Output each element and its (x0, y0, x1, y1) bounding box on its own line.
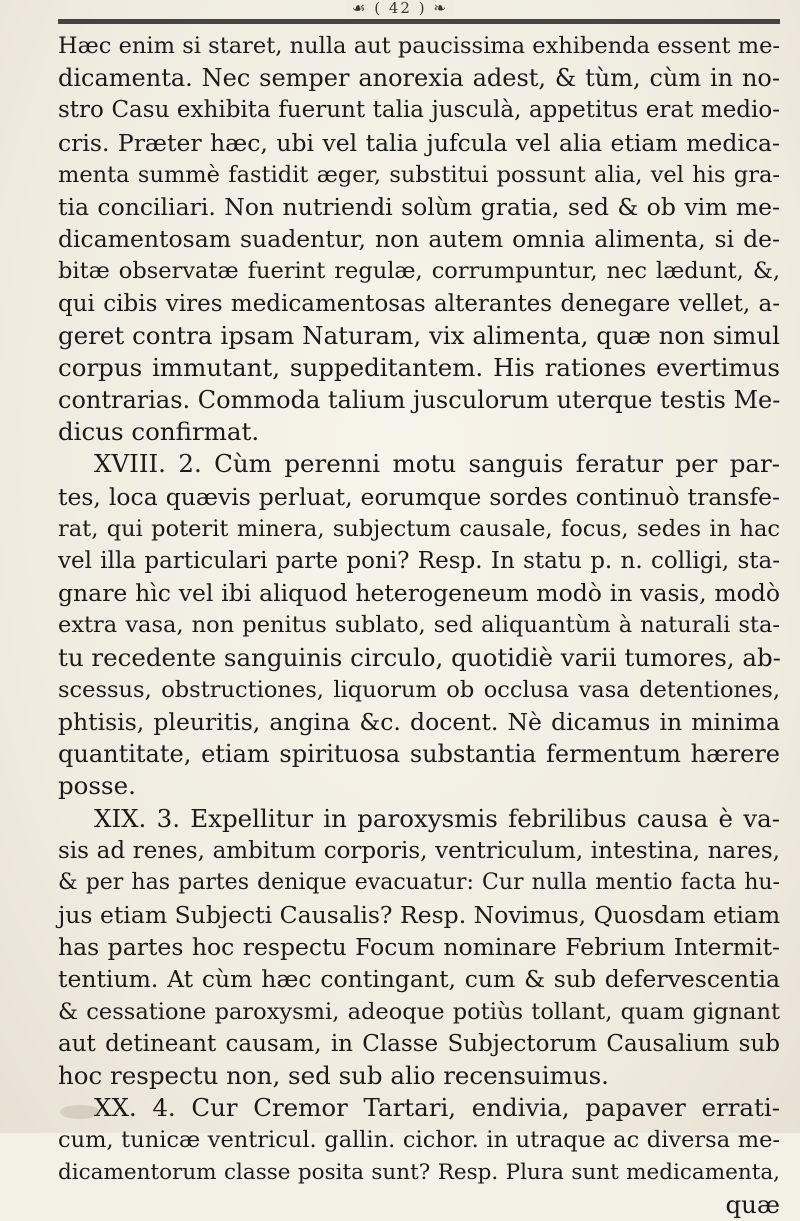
text-line: Hæc enim si staret, nulla aut paucissima exhibenda essent me- (58, 33, 780, 59)
text-line: tia conciliari. Non nutriendi solùm gratia, sed & ob vim me- (58, 192, 780, 221)
text-line: cris. Præter hæc, ubi vel talia jufcula vel alia etiam medica- (58, 128, 780, 157)
text-line: stro Casu exhibita fuerunt talia jusculà, appetitus erat medio- (58, 97, 780, 124)
text-line: cum, tunicæ ventricul. gallin. cichor. in utraque ac diversa me- (58, 1127, 780, 1154)
text-line: contrarias. Commoda talium jusculorum uterque testis Me- (58, 386, 781, 415)
text-line: tes, loca quævis perluat, eorumque sordes continuò transfe- (58, 482, 780, 511)
text-line: dicamenta. Nec semper anorexia adest, & tùm, cùm in no- (58, 64, 780, 93)
text-line: XIX. 3. Expellitur in paroxysmis febrilibus causa è va- (94, 803, 780, 833)
text-line: tu recedente sanguinis circulo, quotidiè varii tumores, ab- (58, 642, 781, 672)
text-line: & per has partes denique evacuatur: Cur nulla mentio facta hu- (58, 869, 780, 895)
text-line: geret contra ipsam Naturam, vix alimenta, quæ non simul (58, 320, 780, 350)
text-line: quantitate, etiam spirituosa substantia fermentum hærere (58, 740, 780, 769)
text-line: rat, qui poterit minera, subjectum causale, focus, sedes in hac (58, 515, 780, 542)
text-line: tentium. At cùm hæc contingant, cum & sub defervescentia (58, 965, 780, 994)
text-line: qui cibis vires medicamentosas alterantes denegare vellet, a- (58, 290, 780, 317)
catchword: quæ (725, 1189, 780, 1219)
text-line: menta summè fastidit æger, substitui possunt alia, vel his gra- (58, 161, 780, 188)
page-header (0, 0, 800, 16)
text-line: bitæ observatæ fuerint regulæ, corrumpuntur, nec lædunt, &, (58, 258, 780, 285)
text-line: hoc respectu non, sed sub alio recensuimus. (58, 1061, 609, 1090)
text-line: jus etiam Subjecti Causalis? Resp. Novimus, Quosdam etiam (58, 901, 781, 930)
text-line: gnare hìc vel ibi aliquod heterogeneum modò in vasis, modò (58, 579, 780, 608)
text-line: vel illa particulari parte poni? Resp. In statu p. n. colligi, sta- (58, 548, 780, 574)
text-line: corpus immutant, suppeditantem. His rationes evertimus (58, 352, 780, 382)
text-line: extra vasa, non penitus sublato, sed aliquantùm à naturali sta- (58, 612, 780, 639)
text-line: dicamentosam suadentur, non autem omnia alimenta, si de- (58, 225, 780, 254)
page-number-mark: ☙ ( 42 ) ❧ (346, 0, 454, 17)
text-line: dicamentorum classe posita sunt? Resp. Plura sunt medicamenta, (58, 1159, 780, 1185)
header-rule (58, 19, 780, 24)
text-line: sis ad renes, ambitum corporis, ventriculum, intestina, nares, (58, 837, 780, 864)
text-line: posse. (58, 771, 136, 801)
text-line: phtisis, pleuritis, angina &c. docent. Nè dicamus in minima (58, 707, 780, 736)
text-line: dicus confirmat. (58, 417, 260, 447)
text-line: XVIII. 2. Cùm perenni motu sanguis feratur per par- (94, 449, 780, 479)
text-line: aut detineant causam, in Classe Subjectorum Causalium sub (58, 1030, 780, 1057)
body-text (58, 30, 780, 1221)
text-line: XX. 4. Cur Cremor Tartari, endivia, papaver errati- (94, 1093, 780, 1123)
text-line: & cessatione paroxysmi, adeoque potiùs tollant, quam gignant (58, 998, 780, 1025)
text-line: scessus, obstructiones, liquorum ob occlusa vasa detentiones, (58, 676, 780, 703)
paper-smudge (60, 1105, 100, 1119)
text-line: has partes hoc respectu Focum nominare Febrium Intermit- (58, 933, 780, 962)
